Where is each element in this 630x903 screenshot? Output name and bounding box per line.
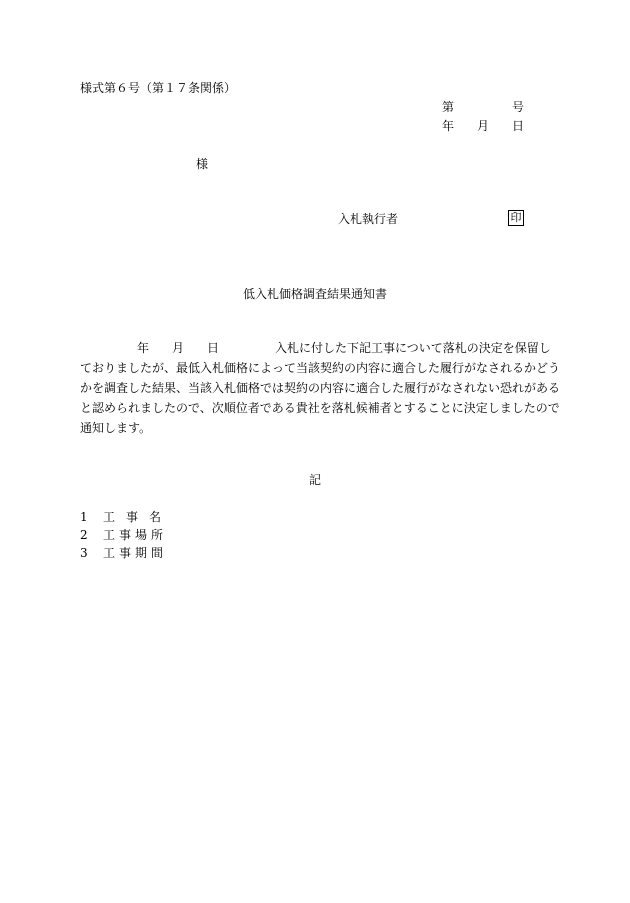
date-year-label: 年	[442, 119, 455, 133]
date-month-label: 月	[477, 119, 490, 133]
document-title: 低入札価格調査結果通知書	[242, 287, 387, 301]
body-line-1	[80, 342, 560, 362]
doc-number-prefix: 第	[442, 100, 455, 114]
item-label: 工事場所	[103, 528, 168, 542]
list-item	[80, 529, 172, 547]
body-line-2: ておりましたが、最低入札価格によって当該契約の内容に適合した履行がなされるかどう	[80, 361, 561, 375]
body-date-year: 年	[137, 341, 150, 355]
item-label: 工事名	[103, 510, 173, 524]
addressee-honorific: 様	[196, 157, 209, 171]
list-item	[80, 547, 172, 565]
ki-heading: 記	[308, 473, 321, 487]
body-date-day: 日	[207, 341, 220, 355]
body-line-5: 通知します。	[80, 421, 152, 435]
form-number: 様式第６号（第１７条関係）	[80, 81, 237, 95]
date-day-label: 日	[512, 119, 525, 133]
item-number: 3	[80, 546, 88, 560]
item-list	[80, 511, 172, 565]
body-line-3: かを調査した結果、当該入札価格では契約の内容に適合した履行がなされない恐れがある	[80, 381, 561, 395]
body-line-1-text: 入札に付した下記工事について落札の決定を保留し	[275, 341, 551, 355]
sender-label: 入札執行者	[338, 212, 399, 226]
list-item	[80, 511, 172, 529]
item-number: 1	[80, 510, 88, 524]
item-label: 工事期間	[103, 546, 168, 560]
body-date-month: 月	[172, 341, 185, 355]
item-number: 2	[80, 528, 88, 542]
seal-stamp-box: 印	[508, 210, 524, 226]
doc-number-suffix: 号	[512, 100, 525, 114]
body-text	[80, 342, 560, 442]
body-line-4: と認められましたので、次順位者である貴社を落札候補者とすることに決定しましたので	[80, 401, 560, 415]
